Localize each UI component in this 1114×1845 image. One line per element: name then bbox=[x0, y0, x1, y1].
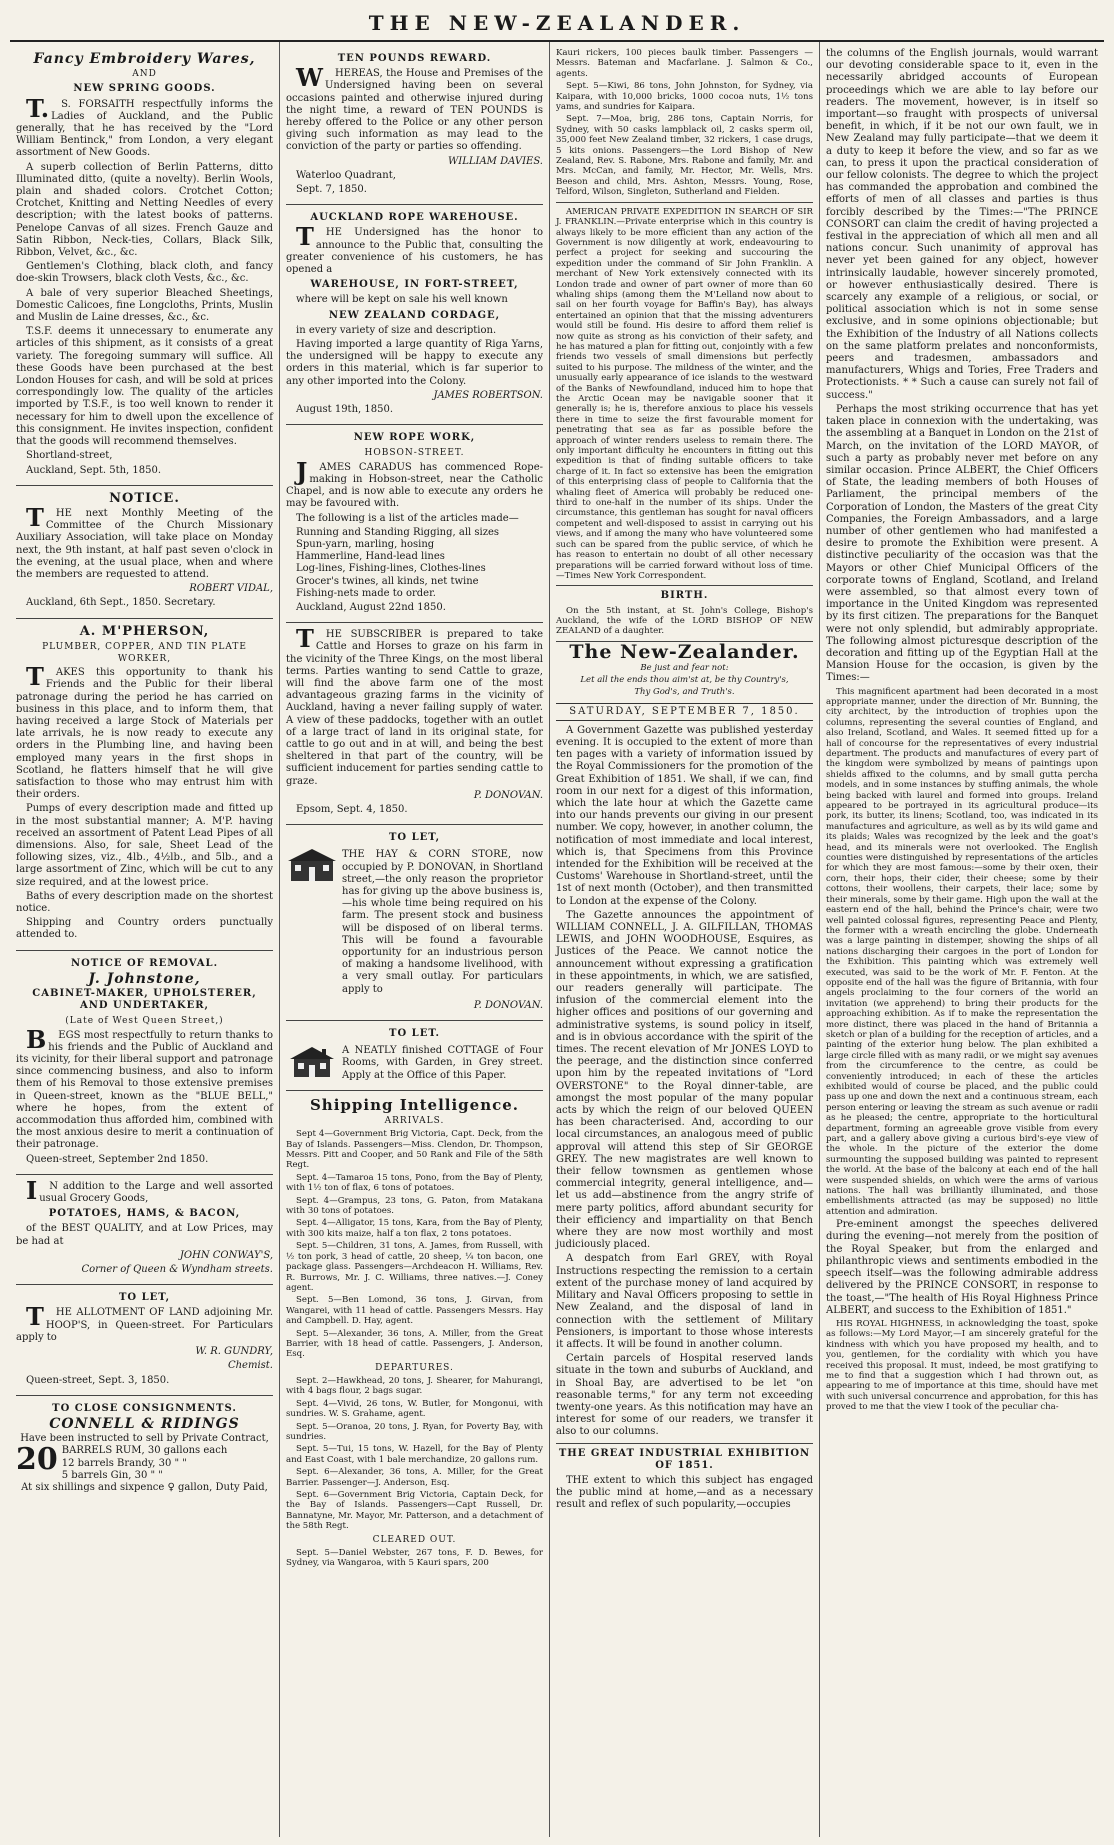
motto-line: Let all the ends thou aim'st at, be thy Country's, bbox=[580, 675, 789, 686]
ad-signature: WILLIAM DAVIES. bbox=[448, 155, 543, 167]
divider bbox=[556, 585, 813, 586]
list-item: Sept. 5—Children, 31 tons, A. James, from Russell, with ½ ton pork, 3 head of cattle, 20 sheep, ¼ ton bacon, one package glass. Passengers—Archdeacon H. Williams, Rev. R. Burrows, Mr. J. C. Williams, three natives.—J. Coney agent. bbox=[286, 1241, 543, 1293]
ad-text: TAKES this opportunity to thank his Friends and the Public for their liberal patronage during the period he has carried on business in this place, and to inform them, that having received a large Stock of Materials per late arrivals, he is now ready to execute any orders in the Plumbing line, and having been employed many years in the first shops in Scotland, he flatters himself that he will give satisfaction to those who may entrust him with their orders. bbox=[16, 662, 273, 801]
ad-item-list bbox=[286, 527, 543, 600]
ad-date: August 19th, 1850. bbox=[296, 404, 394, 416]
ad-date: Queen-street, Sept. 3, 1850. bbox=[26, 1374, 170, 1386]
issue-date: SATURDAY, SEPTEMBER 7, 1850. bbox=[556, 703, 813, 721]
columns bbox=[10, 42, 1104, 1837]
list-item: Sept 4—Government Brig Victoria, Capt. Deck, from the Bay of Islands. Passengers—Miss. Clendon, Dr. Thompson, Messrs. Pitt and Cooper, and 50 Rank and File of the 58th Regt. bbox=[286, 1129, 543, 1171]
article-title: THE GREAT INDUSTRIAL EXHIBITION OF 1851. bbox=[558, 1447, 811, 1471]
ad-subtitle: NEW SPRING GOODS. bbox=[73, 83, 216, 95]
birth-title: BIRTH. bbox=[660, 590, 709, 602]
ad-text: THE ALLOTMENT OF LAND adjoining Mr. HOOP'S, in Queen-street. For Particulars apply to bbox=[16, 1302, 273, 1343]
cottage-icon bbox=[286, 1043, 338, 1079]
departures-list bbox=[286, 1376, 543, 1532]
cleared-list bbox=[286, 1548, 543, 1569]
ad-signature: P. DONOVAN. bbox=[473, 789, 543, 801]
list-item: Kauri rickers, 100 pieces baulk timber. Passengers —Messrs. Bateman and Macfarlane. J. Salmon & Co., agents. bbox=[556, 48, 813, 79]
ad-text: THE HAY & CORN STORE, now occupied by P. DONOVAN, in Shortland street,—the only reason the proprietor has for giving up the above business is,—his whole time being required on his farm. The present stock and business will be disposed of on liberal terms. This will be found a favourable opportunity for an industrious person of making a handsome livelihood, with a very small outlay. For particulars apply to bbox=[342, 849, 543, 995]
ad-date: Epsom, Sept. 4, 1850. bbox=[296, 803, 408, 815]
ad-firm: CONNELL & RIDINGS bbox=[49, 1415, 240, 1432]
list-item: Sept. 4—Grampus, 23 tons, G. Paton, from Matakana with 30 tons of potatoes. bbox=[286, 1195, 543, 1217]
ad-signature: JAMES ROBERTSON. bbox=[433, 389, 543, 401]
ad-items: POTATOES, HAMS, & BACON, bbox=[48, 1208, 241, 1220]
shipping-intelligence bbox=[286, 1091, 543, 1577]
ad-body bbox=[286, 1043, 543, 1084]
ad-mpherson bbox=[16, 619, 273, 951]
ad-title: A. M'PHERSON, bbox=[79, 623, 210, 639]
ad-big-number: 20 bbox=[16, 1442, 58, 1478]
ad-title: NEW ROPE WORK, bbox=[353, 432, 476, 444]
ad-trade: CABINET-MAKER, UPHOLSTERER, AND UNDERTAKER, bbox=[32, 988, 257, 1012]
section-subhead: DEPARTURES. bbox=[375, 1362, 454, 1373]
ad-text: THE Undersigned has the honor to announce to the Public that, consulting the greater convenience of his customers, he has opened a bbox=[286, 222, 543, 276]
divider bbox=[556, 1443, 813, 1444]
list-item: Spun-yarn, marling, hosing bbox=[296, 538, 435, 550]
ad-title: Fancy Embroidery Wares, bbox=[33, 51, 256, 67]
ad-grazing bbox=[286, 623, 543, 825]
ad-late: (Late of West Queen Street,) bbox=[65, 1016, 224, 1027]
list-item: Sept. 5—Daniel Webster, 267 tons, F. D. Bewes, for Sydney, via Wangaroa, with 5 Kauri spars, 200 bbox=[286, 1547, 543, 1569]
ad-fancy-embroidery bbox=[16, 46, 273, 486]
list-item: Sept. 7—Moa, brig, 286 tons, Captain Norris, for Sydney, with 50 casks lampblack oil, 2 casks sperm oil, 35,000 feet New Zealand timber, 32 rickers, 1 case drugs, 5 kits onions. Passengers—the Lord Bishop of New Zealand, Rev. S. Rabone, Mrs. Rabone and family, Mr. and Mrs. McCan, and family, Mr. Hector, Mr. Wells, Mrs. Beeson and child, Mrs. Ashton, Messrs. Young, Rose, Telford, Wilson, Singleton, Sutherland and Fielden. bbox=[556, 114, 813, 198]
list-item: Sept. 2—Hawkhead, 20 tons, J. Shearer, for Mahurangi, with 4 bags flour, 2 bags sugar. bbox=[286, 1375, 543, 1397]
list-item: Log-lines, Fishing-lines, Clothes-lines bbox=[296, 563, 486, 575]
ad-list bbox=[16, 1442, 273, 1482]
ad-signature: ROBERT VIDAL, bbox=[189, 583, 273, 595]
ad-text: THE next Monthly Meeting of the Committee of the Church Missionary Auxiliary Association, will take place on Monday next, the 9th instant, at half past seven o'clock in the evening, at the usual place, when and where the members are requested to attend. bbox=[16, 502, 273, 580]
list-item: Sept. 6—Government Brig Victoria, Captain Deck, for the Bay of Islands. Passengers—Capt Russell, Dr. Bannatyne, Mr. Mayor, Mr. Patterson, and a detachment of the 58th Regt. bbox=[286, 1490, 543, 1532]
ad-text: JAMES CARADUS has commenced Rope-making in Hobson-street, near the Catholic Chapel, and is now able to execute any orders he may be favoured with. bbox=[286, 456, 543, 510]
ad-title: AUCKLAND ROPE WAREHOUSE. bbox=[310, 212, 519, 224]
paper-title: The New-Zealander. bbox=[569, 640, 800, 663]
section-subhead: ARRIVALS. bbox=[384, 1116, 445, 1127]
column-4 bbox=[820, 42, 1104, 1837]
ad-text: Shipping and Country orders punctually attended to. bbox=[16, 917, 273, 941]
ad-tolet-land bbox=[16, 1285, 273, 1395]
list-item: Sept. 5—Ben Lomond, 36 tons, J. Girvan, from Wangarei, with 11 head of cattle. Passengers Messrs. Hay and Campbell. D. Hay, agent. bbox=[286, 1295, 543, 1327]
ad-title: TEN POUNDS REWARD. bbox=[337, 53, 492, 64]
ad-rope-work bbox=[286, 425, 543, 623]
ad-text: Baths of every description made on the shortest notice. bbox=[16, 890, 273, 914]
ad-heading: NEW ZEALAND CORDAGE, bbox=[328, 309, 501, 321]
list-item: Sept. 5—Oranoa, 20 tons, J. Ryan, for Poverty Bay, with sundries. bbox=[286, 1421, 543, 1442]
list-item: Fishing-nets made to order. bbox=[296, 587, 436, 599]
store-building-icon bbox=[286, 847, 338, 883]
ad-and: AND bbox=[132, 69, 157, 80]
ad-title: TO CLOSE CONSIGNMENTS. bbox=[52, 1402, 237, 1414]
list-item: Grocer's twines, all kinds, net twine bbox=[296, 575, 479, 587]
ad-title: TO LET. bbox=[389, 1028, 440, 1040]
ad-text: A NEATLY finished COTTAGE of Four Rooms, with Garden, in Grey street. Apply at the Office of this Paper. bbox=[342, 1045, 543, 1081]
ad-text: At six shillings and sixpence ♀ gallon, Duty Paid, bbox=[21, 1481, 268, 1493]
list-item: Sept. 4—Vivid, 26 tons, W. Butler, for Mongonui, with sundries. W. S. Grahame, agent. bbox=[286, 1398, 543, 1420]
list-item: Sept. 6—Alexander, 36 tons, A. Miller, for the Great Barrier. Passenger—J. Anderson, Esq. bbox=[286, 1467, 543, 1488]
ad-cottage bbox=[286, 1021, 543, 1091]
ad-text: The following is a list of the articles made— bbox=[296, 512, 519, 524]
article-speech: HIS ROYAL HIGHNESS, in acknowledging the toast, spoke as follows:—My Lord Mayor,—I am sincerely grateful for the kindness with which you have proposed my health, and to you, gentlemen, for the cordiality with which you have received this proposal. It must, indeed, be most gratifying to me to find that a suggestion which I had thrown out, as appearing to me of importance at this time, should have met with such universal concurrence and approbation, for this has proved to me that the view I took of the peculiar cha- bbox=[826, 1318, 1098, 1413]
article-franklin: AMERICAN PRIVATE EXPEDITION IN SEARCH OF SIR J. FRANKLIN.—Private enterprise which in this country is always likely to be more efficient than any action of the Government is now diligently at work, endeavouring to perfect a project for seeking and succouring the expedition under the command of Sir John Franklin. A merchant of New York extensively connected with its London trade and owner of part owner of more than 60 whaling ships (among them the M'Lelland now about to sail on her fourth voyage for Baffin's Bay), has always entertained an opinion that that the missing adventurers would still be found. His desire to afford them relief is now quite as strong as his conviction of their safety, and he has matured a plan for fitting out, conjointly with a few friends two vessels of small dimensions but perfectly suited to his purpose. The mildness of the winter, and the unusually early appearance of ice islands to the westward of the Banks of Newfoundland, induced him to hope that the Arctic Ocean may be navigable sooner that it generally is; he is, therefore anxious to place his vessels there in time to seize the first favourable moment for penetrating that sea as far as possible before the approach of winter renders useless to remain there. The only important difficulty he encounters in fitting out this expedition is that of finding suitable officers to take charge of it. In fact so extensive has been the emigration of this enterprising class of people to California that the whaling fleet of America will probably be reduced one-third to one-half in the number of its ships. Under the circumstance, this gentleman has sought for naval officers competent and well-disposed to assist in carrying out his views, and if among the many who have volunteered some such can be spared from the public service, of which he has reason to entertain no doubt of all other necessary preparations will be carried forward without loss of time.—Times New York Correspondent. bbox=[556, 206, 813, 581]
ad-place: Shortland-street, bbox=[26, 450, 113, 462]
ad-text: A superb collection of Berlin Patterns, ditto Illuminated ditto, (quite a novelty). Berlin Wools, plain and shaded colors. Crotchet Cotton; Crotchet, Knitting and Netting Needles of every description; with the latest books of patterns. Penelope Canvas of all sizes. French Gauze and Satin Ribbon, Neck-ties, Collars, Black Silk, Ribbon, Velvet, &c., &c. bbox=[16, 161, 273, 259]
ad-title: NOTICE OF REMOVAL. bbox=[70, 957, 219, 969]
ad-title: TO LET, bbox=[118, 1292, 171, 1304]
column-3 bbox=[550, 42, 820, 1837]
list-item: Sept. 5—Tui, 15 tons, W. Hazell, for the Bay of Plenty and East Coast, with 1 bale merchandize, 20 gallons rum. bbox=[286, 1444, 543, 1465]
birth-notice: On the 5th instant, at St. John's College, Bishop's Auckland, the wife of the LORD BISHOP OF NEW ZEALAND of a daughter. bbox=[556, 605, 813, 637]
arrivals-list bbox=[286, 1129, 543, 1360]
ad-text: A bale of very superior Bleached Sheetings, Domestic Calicoes, fine Longcloths, Prints, Muslin and Muslin de Laine dresses, &c., &c. bbox=[16, 287, 273, 324]
ad-signature: JOHN CONWAY'S, bbox=[179, 1249, 273, 1261]
ad-date: Auckland, 6th Sept., 1850. Secretary. bbox=[26, 597, 216, 609]
ad-signature: W. R. GUNDRY, bbox=[195, 1346, 273, 1358]
ad-removal bbox=[16, 951, 273, 1175]
ad-date: Sept. 7, 1850. bbox=[296, 184, 367, 196]
editorial-paragraph: A despatch from Earl GREY, with Royal Instructions respecting the remission to a certain extent of the purchase money of land acquired by Military and Naval Officers proposing to settle in New Zealand, and the disposal of land in connection with the settlement of Military Pensioners, is important to those whose interests it affects. It will be found in another column. bbox=[556, 1253, 813, 1350]
ad-text: Have been instructed to sell by Private Contract, bbox=[20, 1433, 269, 1445]
article-text: THE extent to which this subject has engaged the public mind at home,—and as a necessary result and reflex of such popularity,—occupies bbox=[556, 1474, 813, 1511]
ad-name: J. Johnstone, bbox=[88, 970, 201, 987]
ad-signature: Corner of Queen & Wyndham streets. bbox=[81, 1264, 273, 1276]
ad-reward bbox=[286, 46, 543, 205]
ad-rope-warehouse bbox=[286, 205, 543, 425]
ad-title: TO LET, bbox=[388, 832, 441, 844]
ad-text: WHEREAS, the House and Premises of the Undersigned having been on several occasions painted and otherwise injured during the night time, a reward of TEN POUNDS is hereby offered to the Police or any other person giving such information as may lead to the conviction of the party or parties so offending. bbox=[286, 63, 543, 153]
divider bbox=[556, 202, 813, 203]
cleared-list-continued bbox=[556, 48, 813, 198]
editorial-paragraph: Certain parcels of Hospital reserved lands situate in the town and suburbs of Auckland, and in Shoal Bay, are advertised to be let "on reasonable terms," for any term not exceeding twenty-one years. As this notification may have an interest for some of our readers, we transfer it also to our columns. bbox=[556, 1353, 813, 1438]
ad-text: in every variety of size and description. bbox=[296, 324, 497, 336]
column-2 bbox=[280, 42, 550, 1837]
ad-line: 5 barrels Gin, 30 " " bbox=[61, 1469, 163, 1481]
list-item: Sept. 4—Tamaroa 15 tons, Pono, from the Bay of Plenty, with 1½ ton of flax, 6 tons of potatoes. bbox=[286, 1172, 543, 1194]
ad-heading: WAREHOUSE, IN FORT-STREET, bbox=[310, 279, 519, 291]
article-text: Perhaps the most striking occurrence that has yet taken place in connexion with the undertaking, was the assembling at a Banquet in London on the 21st of March, on the invitation of the LORD MAYOR, of such a party as probably never met before on any similar occasion. Prince ALBERT, the Chief Officers of State, the leading members of both Houses of Parliament, the principal members of the Corporation of London, the Masters of the great City Companies, the Foreign Ambassadors, and a large number of other gentlemen who had manifested a desire to promote the Exhibition were present. A distinctive peculiarity of the occasion was that the Mayors or other Chief Municipal Officers of the corporate towns of England, Scotland, and Ireland were assembled, so that almost every town of importance in the United Kingdom was represented by its first citizen. The preparations for the Banquet were not only splendid, but admirably appropriate. The following almost picturesque description of the decoration and fitting up of the Egyptian Hall at the Mansion House for the occasion, is given by the Times:— bbox=[826, 403, 1098, 684]
list-item: Sept. 4—Alligator, 15 tons, Kara, from the Bay of Plenty, with 300 kits maize, half a ton flax, 2 tons potatoes. bbox=[286, 1218, 543, 1239]
editorial-paragraph: A Government Gazette was published yesterday evening. It is occupied to the extent of more than ten pages with a variety of information issued by the Royal Commissioners for the promotion of the Great Exhibition of 1851. We shall, if we can, find room in our next for a digest of this information, which the late hour at which the Gazette came into our hands prevents our giving in our present number. We copy, however, in another column, the notification of most immediate and local interest, which is, that Specimens from this Province intended for the Exhibition will be received at the Customs' Warehouse in Shortland-street, until the 1st of next month (October), and then transmitted to London at the expense of the Colony. bbox=[556, 724, 813, 907]
ad-signature: Chemist. bbox=[227, 1360, 273, 1372]
section-subhead: CLEARED OUT. bbox=[372, 1534, 457, 1545]
ad-text: BEGS most respectfully to return thanks to his friends and the Public of Auckland and its vicinity, for their liberal support and patronage since commencing business, and also to inform them of his Removal to those extensive premises in Queen-street, known as the "BLUE BELL," where he hopes, from the extent of accommodation thus afforded him, combined with the most anxious desire to merit a continuation of their patronage. bbox=[16, 1024, 273, 1151]
ad-title: NOTICE. bbox=[109, 490, 180, 506]
ad-grocery bbox=[16, 1175, 273, 1285]
list-item: Sept. 5—Alexander, 36 tons, A. Miller, from the Great Barrier, with 18 head of cattle. Passengers, J. Anderson, Esq. bbox=[286, 1328, 543, 1360]
ad-line: BARRELS RUM, 30 gallons each bbox=[61, 1445, 228, 1457]
ad-text: of the BEST QUALITY, and at Low Prices, may be had at bbox=[16, 1223, 273, 1247]
ad-text: THE SUBSCRIBER is prepared to take Cattle and Horses to graze on his farm in the vicinity of the Three Kings, on the most liberal terms. Parties wanting to send Cattle to graze, will find the above farm one of the most advantageous grazing farms in the vicinity of Auckland, having a never failing supply of water. A view of these paddocks, together with an outlet of a large tract of land in its original state, for cattle to go out and in at will, and being the best sheltered in that part of the country, will be sufficient inducement for parties sending cattle to graze. bbox=[286, 624, 543, 787]
ad-notice-cms bbox=[16, 486, 273, 619]
ad-signature: P. DONOVAN. bbox=[473, 999, 543, 1011]
ad-date: Auckland, August 22nd 1850. bbox=[296, 601, 446, 613]
motto-line: Be just and fear not: bbox=[640, 662, 729, 673]
ad-hay-store bbox=[286, 825, 543, 1021]
ad-subtitle: HOBSON-STREET. bbox=[364, 448, 465, 459]
ad-text: IN addition to the Large and well assorted usual Grocery Goods, bbox=[26, 1175, 273, 1205]
ad-text: where will be kept on sale his well known bbox=[296, 294, 508, 306]
article-text: the columns of the English journals, would warrant our devoting considerable space to it, even in the necessarily abridged accounts of European proceedings which we are able to lay before our readers. The movement, however, is in itself so important—so fraught with prospects of universal benefit, in which, if it be not our own fault, we in New Zealand may fully participate—that we deem it a duty to keep it before the view, and so far as we can, to press it upon the practical consideration of our fellow colonists. The degree to which the project has commanded the approbation and combined the efforts of men of all classes and parties is thus forcibly described by the Times:—"The PRINCE CONSORT can claim the credit of having projected a festival in the appreciation of which all men and all nations concur. Such unanimity of approval has never yet been gained for any object, however intrinsically laudable, however sincerely promoted, or however enthusiastically desired. There is scarcely any example of a religious, or social, or political association which is not in some sense exclusive, and in some opinions objectionable; but the Exhibition of the Industry of all Nations collects on the same platform prelates and nonconformists, peers and tradesmen, ambassadors and manufacturers, Whigs and Tories, Free Traders and Protectionists. * * Such a cause can surely not fail of success." bbox=[826, 48, 1098, 401]
ad-body bbox=[286, 847, 543, 997]
ad-text: Gentlemen's Clothing, black cloth, and fancy doe-skin Trowsers, black cloth Vests, &c., &c. bbox=[16, 261, 273, 285]
column-1 bbox=[10, 42, 280, 1837]
ad-text: T.S.F. deems it unnecessary to enumerate any articles of this shipment, as it consists of a great variety. The foregoing summary will suffice. All these Goods have been purchased at the best London Houses for cash, and will be sold at prices correspondingly low. The quality of the articles imported by T.S.F., is too well known to render it necessary for him to dwell upon the excellence of this consignment. He invites inspection, confident that the goods will recommend themselves. bbox=[16, 326, 273, 448]
ad-consignments bbox=[16, 1396, 273, 1500]
ad-place: Waterloo Quadrant, bbox=[296, 169, 396, 181]
section-title: Shipping Intelligence. bbox=[309, 1095, 520, 1114]
ad-text: Having imported a large quantity of Riga Yarns, the undersigned will be happy to execute any orders in this material, which is far superior to any other imported into the Colony. bbox=[286, 339, 543, 387]
list-item: Sept. 5—Kiwi, 86 tons, John Johnston, for Sydney, via Kaipara, with 10,000 bricks, 1000 cocoa nuts, 1½ tons yams, and sundries for Kaipara. bbox=[556, 81, 813, 113]
masthead: THE NEW-ZEALANDER. bbox=[10, 6, 1104, 42]
list-item: Running and Standing Rigging, all sizes bbox=[296, 526, 500, 538]
ad-line: 12 barrels Brandy, 30 " " bbox=[61, 1457, 187, 1469]
ad-text: Pumps of every description made and fitted up in the most substantial manner; A. M'P. having received an assortment of Patent Lead Pipes of all dimensions. Also, for sale, Sheet Lead of the following sizes, viz., 4lb., 4½lb., and 5lb., and a large assortment of Zinc, which will be cut to any size required, and at the lowest price. bbox=[16, 803, 273, 888]
ad-date: Queen-street, September 2nd 1850. bbox=[26, 1153, 209, 1165]
article-text: Pre-eminent amongst the speeches delivered during the evening—not merely from the position of the Royal Speaker, but from the enlarged and philanthropic views and sentiments embodied in the speech itself—was the following admirable address delivered by the PRINCE CONSORT, in response to the toast,—"The health of His Royal Highness Prince ALBERT, and success to the Exhibition of 1851." bbox=[826, 1219, 1098, 1316]
ad-subtitle: PLUMBER, COPPER, AND TIN PLATE WORKER, bbox=[42, 641, 247, 664]
ad-date: Auckland, Sept. 5th, 1850. bbox=[26, 464, 162, 476]
motto-line: Thy God's, and Truth's. bbox=[634, 687, 735, 698]
editorial-paragraph: The Gazette announces the appointment of WILLIAM CONNELL, J. A. GILFILLAN, THOMAS LEWIS, and JOHN WOODHOUSE, Esquires, as Justices of the Peace. We cannot notice the announcement without expressing a gratification in these appointments, in which, we are satisfied, our readers generally will participate. The infusion of the commercial element into the higher offices and positions of our governing and administrative systems, is sound policy in itself, and is in obvious accordance with the spirit of the times. The recent elevation of Mr JONES LOYD to the peerage, and the distinction since conferred upon him by the repeated invitations of "Lord OVERSTONE" to the Royal dinner-table, are amongst the most popular of the many popular acts by which the reign of our beloved QUEEN has been characterised. And, according to our local circumstances, an analogous meed of public approval will attend this step of Sir GEORGE GREY. The new magistrates are well known to their fellow townsmen as gentlemen whose commercial integrity, general intelligence, and—let us add—abstinence from the angry strife of mere party politics, afford abundant security for their efficiency and impartiality on that Bench where they are now most worthily and most judiciously placed. bbox=[556, 909, 813, 1251]
ad-text: T.S. FORSAITH respectfully informs the Ladies of Auckland, and the Public generally, that he has received by the "Lord William Bentinck," from London, a very elegant assortment of New Goods. bbox=[16, 93, 273, 159]
list-item: Hammerline, Hand-lead lines bbox=[296, 551, 445, 563]
article-quote: This magnificent apartment had been decorated in a most appropriate manner, under the direction of Mr. Bunning, the city architect, by the introduction of trophies upon the columns, representing the several counties of England, and also Ireland, Scotland, and Wales. It seemed fitted up for a hall of concourse for the representatives of every industrial department. The products and manufactures of every part of the kingdom were symbolized by means of paintings upon shields affixed to the columns, and by small gutta percha models, and in some instances by stuffing animals, the whole being backed with laurel and formed into groups. Ireland appeared to be portrayed in its agricultural produce—its pork, its butter, its linens; Scotland, too, was indicated in its manufactures and agriculture, as well as by its wild game and its plaids; Wales was recognized by the leek and the goat's head, and its minerals were not overlooked. The English counties were distinguished by representations of the articles for which they are most famous:—some by their oxen, their corn, their hops, their cider, their cheese; some by their cottons, their woollens, their carpets, their lace; some by their minerals, some by their game. High upon the wall at the eastern end of the hall, behind the Prince's chair, were two well painted colossal figures, representing Peace and Plenty, the former with a wreath encircling the globe. Underneath was a large painting in distemper, showing the ships of all nations discharging their cargoes in the port of London for the Exhibition. This painting which was extremely well executed, was said to be the work of Mr. F. Fenton. At the opposite end of the hall was the figure of Britannia, with four angels proclaiming to the four corners of the world an invitation (we apprehend) to bring their products for the approaching exhibition. As if to make the representation the more distinct, there was placed in the hand of Britannia a sketch or plan of a building for the reception of articles, and a painting of the exterior hung below. The plan exhibited a large circle filled with as many radii, or we might say avenues from the circumference to the centre, as could be conveniently introduced; in each of these the articles exhibited would of course be placed, and the public could pass up one and down the next and a continuous stream, each person entering or leaving the stream as such avenue or radii as he pleased; the centre, appropriate to the horticultural department, forming an agreeable grove visible from every part, and a gallery above giving a curious bird's-eye view of the whole. In the picture of the exterior the dome surmounting the supposed building was painted to represent the world. At the base of the balcony at each end of the hall were suspended shields, on which were the arms of various nations. The hall was brilliantly illuminated, and those embellishments attracted (as may be supposed) no little attention and admiration. bbox=[826, 686, 1098, 1217]
